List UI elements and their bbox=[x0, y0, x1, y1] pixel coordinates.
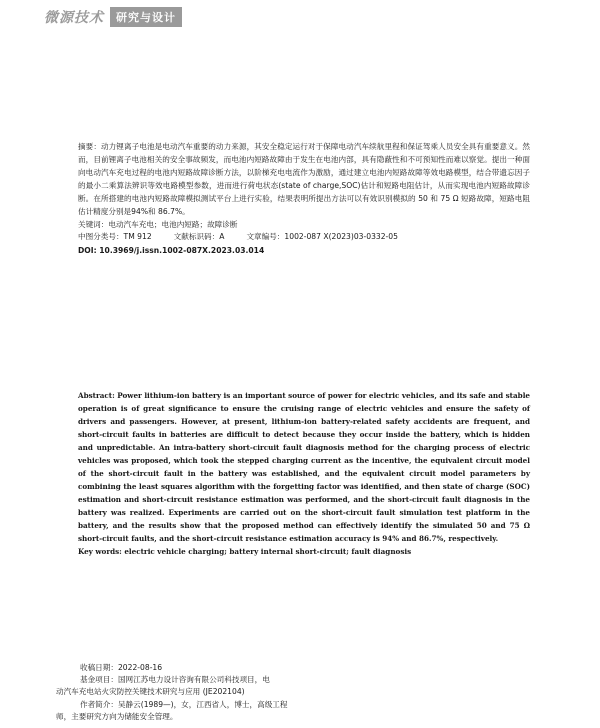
article-number: 文章编号：1002-087 X(2023)03-0332-05 bbox=[246, 232, 398, 241]
fund-line-1: 基金项目：国网江苏电力设计咨询有限公司科技项目，电 bbox=[80, 675, 270, 685]
received-date: 收稿日期：2022-08-16 bbox=[80, 663, 163, 672]
doi: DOI: 10.3969/j.issn.1002-087X.2023.03.014 bbox=[78, 245, 265, 255]
classification-line bbox=[78, 231, 530, 244]
author-line-1: 作者简介：吴静云(1989—)，女，江西省人，博士，高级工程 bbox=[80, 699, 288, 709]
journal-header bbox=[44, 6, 182, 28]
footnotes bbox=[56, 662, 306, 723]
english-abstract: Abstract: Power lithium-ion battery is an important source of power for electric vehicles, and its safe and stable operation is of great significance to ensure the cruising range of electric vehicles and ensure the safety of drivers and passengers. However, at present, lithium-ion battery-related safety accidents are frequent, and short-circuit faults in batteries are difficult to detect because they occur inside the battery, which is hidden and unpredictable. An intra-battery short-circuit fault diagnosis method for the charging process of electric vehicles was proposed, which took the stepped charging current as the incentive, the equivalent circuit model of the short-circuit fault in the battery was established, and the equivalent circuit model parameters by combining the least squares algorithm with the forgetting factor was identified, and then state of charge (SOC) estimation and short-circuit resistance estimation was performed, and the short-circuit fault diagnosis in the battery was realized. Experiments are carried out on the short-circuit fault simulation test platform in the battery, and the results show that the proposed method can effectively identify the simulated 50 and 75 Ω short-circuit faults, and the short-circuit resistance estimation accuracy is 94% and 86.7%, respectively. bbox=[78, 391, 530, 543]
author-line-2: 师，主要研究方向为储能安全管理。 bbox=[56, 711, 178, 721]
english-keywords: Key words: electric vehicle charging; battery internal short-circuit; fault diagnosis bbox=[78, 547, 412, 556]
journal-name: 微源技术 bbox=[44, 10, 104, 26]
fund-line-2: 动汽车充电站火灾防控关键技术研究与应用 (JE202104) bbox=[56, 687, 245, 697]
chinese-keywords: 关键词：电动汽车充电；电池内短路；故障诊断 bbox=[78, 220, 238, 229]
english-abstract-block bbox=[78, 389, 530, 558]
clc-number: 中图分类号：TM 912 bbox=[78, 232, 152, 241]
chinese-abstract: 摘要：动力锂离子电池是电动汽车重要的动力来源，其安全稳定运行对于保障电动汽车续航里程和保证驾乘人员安全具有重要意义。然而，目前锂离子电池相关的安全事故频发，而电池内短路故障由于发生在电池内部，具有隐蔽性和不可预知性而难以察觉。提出一种面向电动汽车充电过程的电池内短路故障诊断方法，以阶梯充电电流作为激励，通过建立电池内短路故障等效电路模型，结合带遗忘因子的最小二乘算法辨识等效电路模型参数，进而进行荷电状态(state of charge,SOC)估计和短路电阻估计，从而实现电池内短路故障诊断。在所搭建的电池内短路故障模拟测试平台上进行实验，结果表明所提出方法可以有效识别模拟的 50 和 75 Ω 短路故障，短路电阻估计精度分别是94%和 86.7%。 bbox=[78, 142, 530, 216]
chinese-abstract-block bbox=[78, 140, 530, 257]
section-tag: 研究与设计 bbox=[110, 7, 182, 27]
document-code: 文献标识码：A bbox=[173, 232, 225, 241]
